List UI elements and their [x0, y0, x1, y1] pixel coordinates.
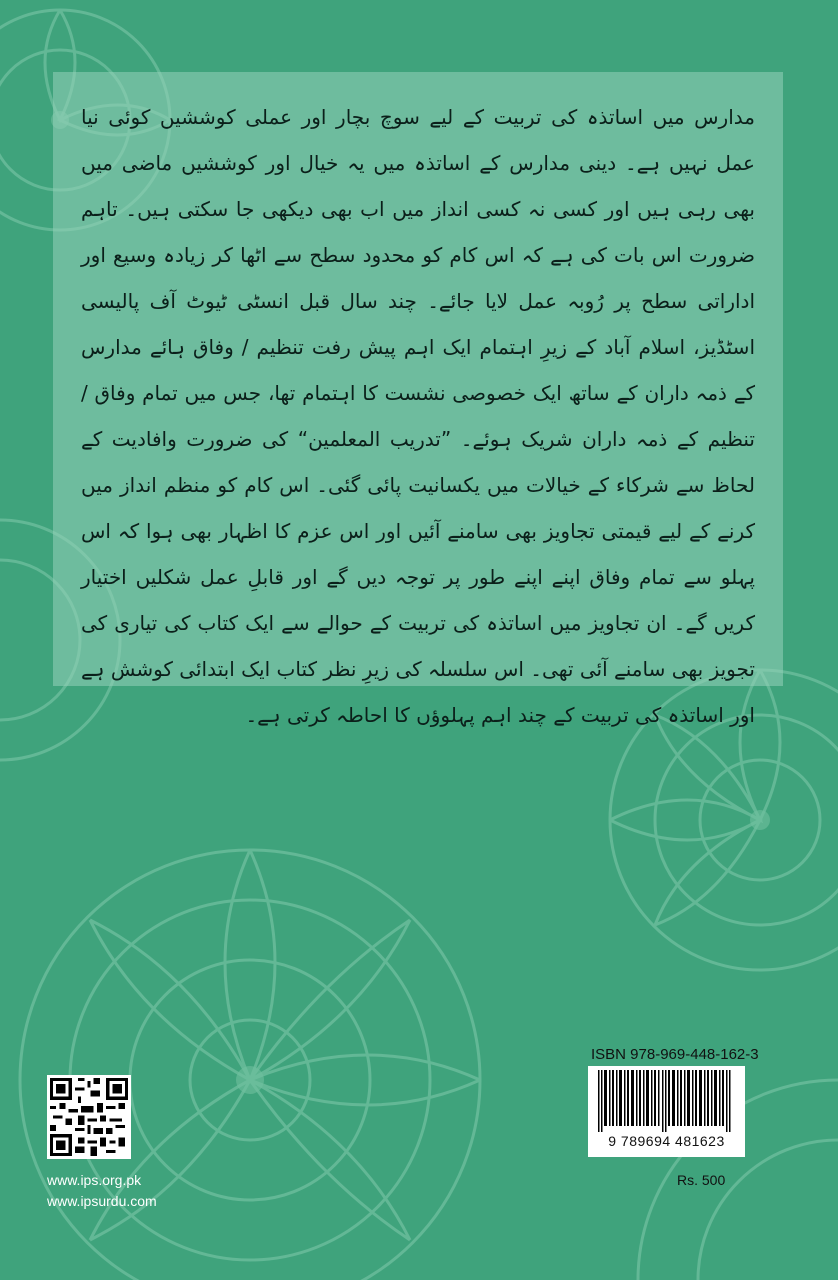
price-label: Rs. 500	[677, 1172, 726, 1188]
qr-code[interactable]	[47, 1075, 131, 1159]
barcode-bars	[592, 1070, 741, 1132]
barcode-number: 9 789694 481623	[608, 1133, 725, 1149]
website-link-ipsurdu[interactable]: www.ipsurdu.com	[47, 1193, 157, 1209]
isbn-label: ISBN 978-969-448-162-3	[591, 1046, 759, 1063]
blurb-panel	[53, 72, 783, 727]
barcode	[588, 1066, 745, 1157]
blurb-text: مدارس میں اساتذہ کی تربیت کے لیے سوچ بچار اور عملی کوششیں کوئی نیا عمل نہیں ہے۔ دینی مدارس کے اساتذہ میں یہ خیال اور کوششیں ماضی میں بھی رہی ہیں اور کسی نہ کسی انداز میں اب بھی دیکھی جا سکتی ہیں۔ تاہم ضرورت اس بات کی ہے کہ اس کام کو محدود سطح سے اٹھا کر زیادہ وسیع اور اداراتی سطح پر رُوبہ عمل لایا جائے۔ چند سال قبل انسٹی ٹیوٹ آف پالیسی اسٹڈیز، اسلام آباد کے زیرِ اہتمام ایک اہم پیش رفت تنظیم / وفاق ہائے مدارس کے ذمہ داران کے ساتھ ایک خصوصی نشست کا اہتمام تھا، جس میں تمام وفاق / تنظیم کے ذمہ داران شریک ہوئے۔ ”تدریب المعلمین“ کی ضرورت وافادیت کے لحاظ سے شرکاء کے خیالات میں یکسانیت پائی گئی۔ اس کام کو منظم انداز میں کرنے کے لیے قیمتی تجاویز بھی سامنے آئیں اور اس عزم کا اظہار بھی ہوا کہ اس پہلو سے تمام وفاق اپنے اپنے طور پر توجہ دیں گے اور قابلِ عمل شکلیں اختیار کریں گے۔ ان تجاویز میں اساتذہ کی تربیت کے حوالے سے ایک کتاب کی تیاری کی تجویز بھی سامنے آئی تھی۔ اس سلسلہ کی زیرِ نظر کتاب ایک ابتدائی کوشش ہے اور اساتذہ کی تربیت کے چند اہم پہلوؤں کا احاطہ کرتی ہے۔	[81, 105, 755, 727]
website-link-ips[interactable]: www.ips.org.pk	[47, 1172, 142, 1188]
